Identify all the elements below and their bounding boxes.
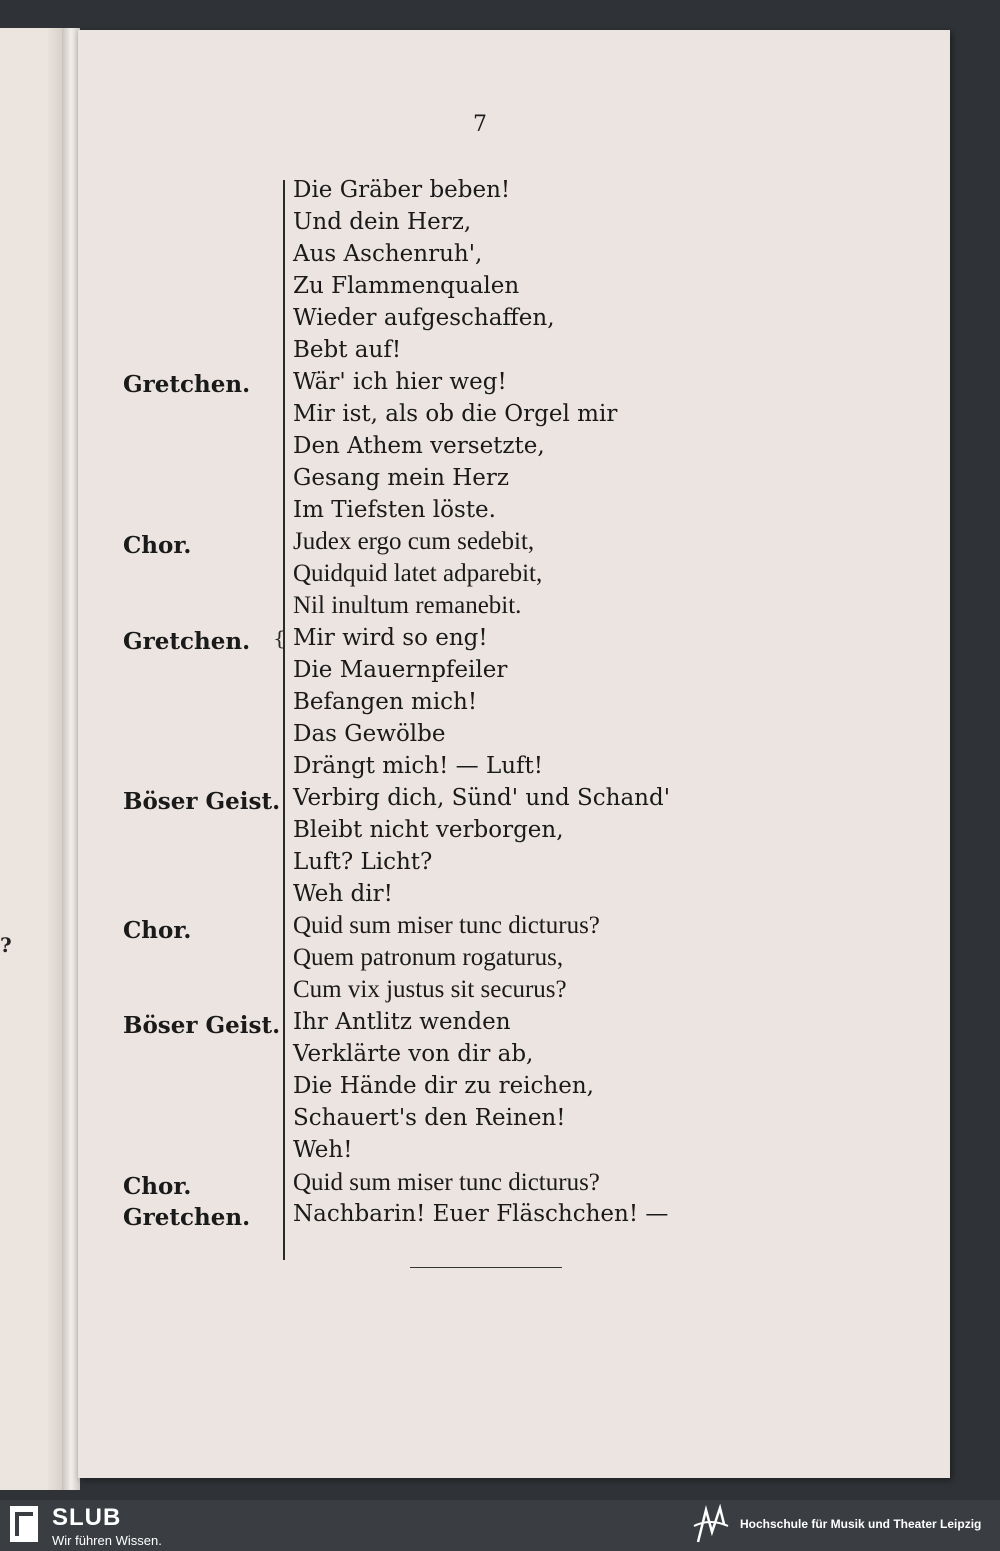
verse-line: Nil inultum remanebit. [293, 592, 522, 619]
verse-line: Die Mauernpfeiler [293, 657, 508, 683]
speaker-label: Böser Geist. [123, 788, 281, 815]
verse-line: Weh! [293, 1137, 353, 1163]
book-page [78, 30, 950, 1478]
music-school-logo-icon[interactable] [690, 1504, 730, 1546]
verse-line: Schauert's den Reinen! [293, 1105, 566, 1131]
verse-line: Mir wird so eng! [293, 625, 488, 651]
verse-line: Die Hände dir zu reichen, [293, 1073, 594, 1099]
verse-line: Judex ergo cum sedebit, [293, 528, 535, 555]
verse-line: Verklärte von dir ab, [293, 1041, 534, 1067]
verse-line: Im Tiefsten löste. [293, 497, 496, 523]
verse-line: Zu Flammenqualen [293, 273, 520, 299]
verse-line: Gesang mein Herz [293, 465, 510, 491]
verse-line: Bleibt nicht verborgen, [293, 817, 564, 843]
partner-name[interactable]: Hochschule für Musik und Theater Leipzig [740, 1517, 982, 1531]
left-page-mark: ? [0, 933, 12, 957]
left-page-gutter [48, 28, 62, 1490]
closing-rule [410, 1267, 562, 1268]
verse-line: Die Gräber beben! [293, 177, 511, 203]
verse-line: Drängt mich! — Luft! [293, 753, 544, 779]
page-number: 7 [473, 112, 487, 137]
verse-line: Quid sum miser tunc dicturus? [293, 1169, 600, 1196]
verse-line: Nachbarin! Euer Fläschchen! — [293, 1201, 669, 1227]
speaker-label: Böser Geist. [123, 1012, 281, 1039]
library-tagline: Wir führen Wissen. [52, 1533, 162, 1548]
speaker-label: Chor. [123, 532, 192, 559]
viewer-footer [0, 1500, 1000, 1551]
verse-line: Ihr Antlitz wenden [293, 1009, 511, 1035]
verse-line: Bebt auf! [293, 337, 402, 363]
verse-line: Quid sum miser tunc dicturus? [293, 912, 600, 939]
verse-line: Das Gewölbe [293, 721, 446, 747]
verse-line: Mir ist, als ob die Orgel mir [293, 401, 618, 427]
verse-line: Befangen mich! [293, 689, 478, 715]
verse-line: Quidquid latet adparebit, [293, 560, 543, 587]
speaker-bracket-line [283, 180, 285, 1260]
left-page-edge [0, 28, 62, 1490]
verse-line: Luft? Licht? [293, 849, 433, 875]
slub-logo-icon[interactable] [10, 1506, 38, 1542]
verse-line: Cum vix justus sit securus? [293, 976, 567, 1003]
verse-line: Weh dir! [293, 881, 393, 907]
verse-line: Quem patronum rogaturus, [293, 944, 564, 971]
verse-line: Den Athem versetzte, [293, 433, 545, 459]
library-name[interactable]: SLUB [52, 1504, 122, 1531]
verse-line: Verbirg dich, Sünd' und Schand' [293, 785, 671, 811]
verse-line: Und dein Herz, [293, 209, 472, 235]
verse-line: Aus Aschenruh', [293, 241, 483, 267]
verse-line: Wieder aufgeschaffen, [293, 305, 555, 331]
speaker-bracket-tip: { [273, 626, 286, 650]
speaker-label: Gretchen. [123, 628, 251, 655]
speaker-label: Chor. [123, 1173, 192, 1200]
speaker-label: Gretchen. [123, 371, 251, 398]
speaker-label: Gretchen. [123, 1204, 251, 1231]
speaker-label: Chor. [123, 917, 192, 944]
verse-line: Wär' ich hier weg! [293, 369, 507, 395]
